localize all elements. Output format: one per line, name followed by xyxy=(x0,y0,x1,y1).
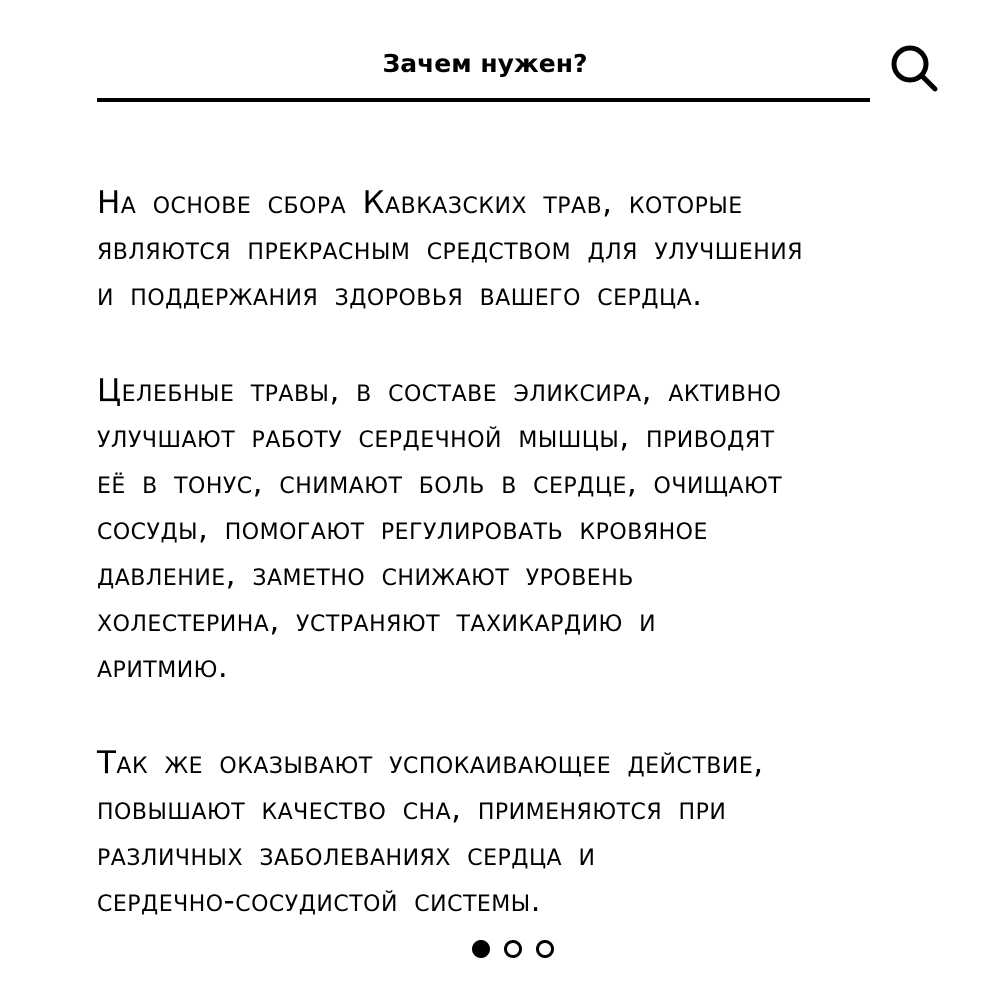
paragraph-2 xyxy=(97,368,897,690)
text-line: и поддержания здоровья вашего сердца. xyxy=(97,277,703,313)
paragraph-3 xyxy=(97,740,897,924)
text-line: аритмию. xyxy=(97,649,229,685)
text-line: Целебные травы, в составе эликсира, активно xyxy=(97,373,782,409)
text-line: Так же оказывают успокаивающее действие, xyxy=(97,745,764,781)
search-button[interactable] xyxy=(888,40,944,96)
page-title: Зачем нужен? xyxy=(382,49,588,78)
text-line: сосуды, помогают регулировать кровяное xyxy=(97,511,708,547)
text-line: На основе сбора Кавказских трав, которые xyxy=(97,185,743,221)
text-line: давление, заметно снижают уровень xyxy=(97,557,634,593)
pagination-dots xyxy=(472,938,554,960)
page-dot-1[interactable] xyxy=(472,940,490,958)
text-line: различных заболеваниях сердца и xyxy=(97,837,596,873)
text-line: холестерина, устраняют тахикардию и xyxy=(97,603,657,639)
content-area xyxy=(97,180,897,974)
text-line: сердечно-сосудистой системы. xyxy=(97,883,542,919)
page-dot-3[interactable] xyxy=(536,940,554,958)
text-line: повышают качество сна, применяются при xyxy=(97,791,727,827)
header-divider xyxy=(97,98,870,102)
search-icon xyxy=(888,40,944,96)
text-line: её в тонус, снимают боль в сердце, очищают xyxy=(97,465,783,501)
page-dot-2[interactable] xyxy=(504,940,522,958)
text-line: являются прекрасным средством для улучшения xyxy=(97,231,803,267)
paragraph-1 xyxy=(97,180,897,318)
text-line: улучшают работу сердечной мышцы, приводят xyxy=(97,419,775,455)
